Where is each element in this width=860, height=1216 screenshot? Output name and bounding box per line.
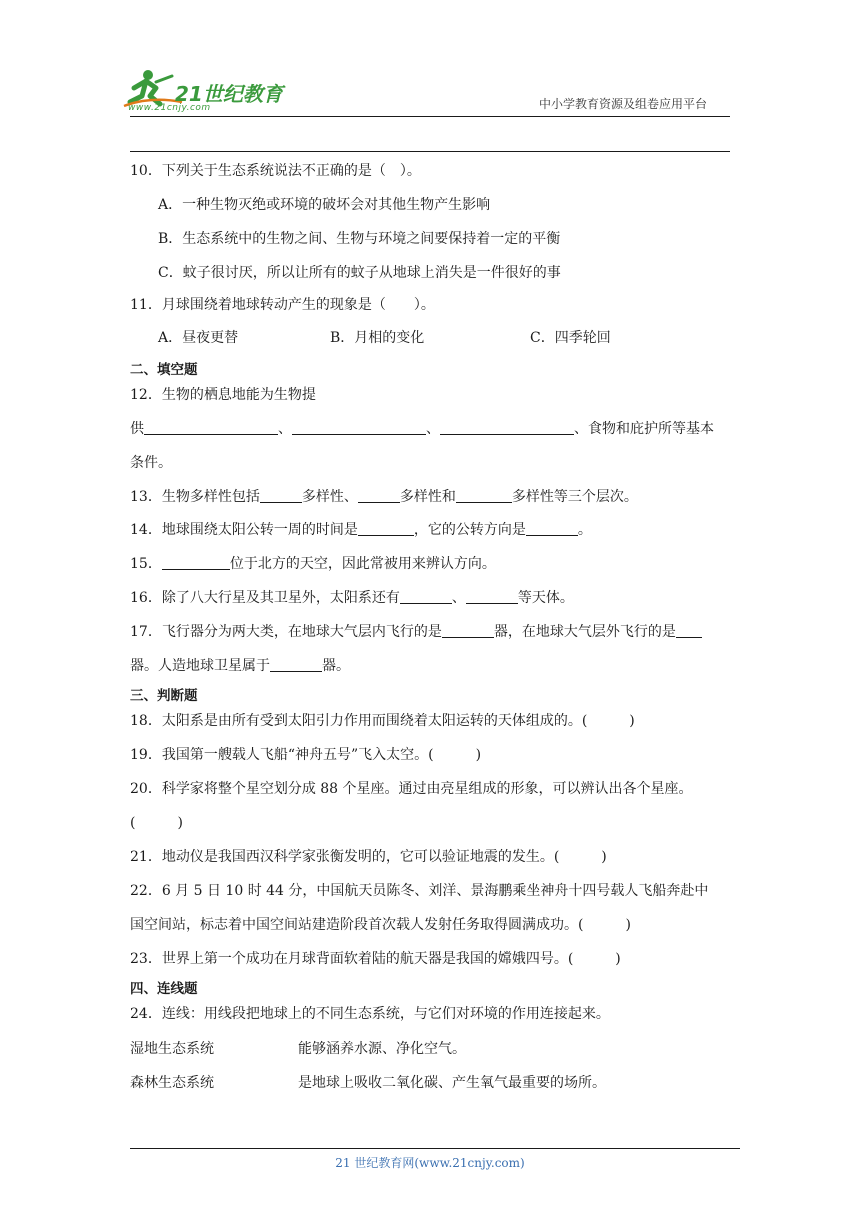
section-title-fill-blank: 二、填空题 [130,362,198,378]
answer-blank[interactable] [440,420,574,435]
answer-blank[interactable] [358,488,400,503]
q17-text: 器。人造地球卫星属于 [130,658,270,674]
q13-text: 多样性等三个层次。 [511,489,638,505]
logo-url: www.21cnjy.com [128,103,211,113]
logo-text: 21世纪教育 [175,82,283,106]
header-rule-thin [130,116,730,117]
question-20-line1: 20．科学家将整个星空划分成 88 个星座。通过由亮星组成的形象，可以辨认出各个星座。 [130,781,693,797]
question-17-line2 [130,656,350,676]
q22-text: 国空间站，标志着中国空间站建造阶段首次载人发射任务取得圆满成功。( [130,917,584,933]
question-23 [130,949,621,969]
q14-text: 14．地球围绕太阳公转一周的时间是 [130,522,358,538]
q23-text: 23．世界上第一个成功在月球背面软着陆的航天器是我国的嫦娥四号。( [130,951,574,967]
q20-open: ( [130,815,136,831]
question-18 [130,711,635,731]
q17-text: 器。 [322,658,350,674]
answer-blank[interactable] [292,420,426,435]
q21-text: 21．地动仪是我国西汉科学家张衡发明的，它可以验证地震的发生。( [130,849,560,865]
q16-text: 、 [451,590,466,606]
section-title-matching: 四、连线题 [130,981,198,997]
q12-sep1: 、 [278,421,292,437]
q13-text: 13．生物多样性包括 [130,489,260,505]
q15-text: 15． [130,556,162,572]
footer-rule [130,1148,740,1149]
q22-close: ) [625,917,631,933]
question-14 [130,520,592,540]
answer-blank[interactable] [358,521,414,536]
question-19 [130,745,481,765]
match-left-2[interactable]: 森林生态系统 [130,1075,214,1091]
logo [120,66,295,116]
question-12-line2 [130,419,714,439]
question-12-line1: 12．生物的栖息地能为生物提 [130,387,316,403]
q23-close: ) [615,951,621,967]
q18-close: ) [629,713,635,729]
answer-blank[interactable] [456,488,512,503]
question-16 [130,588,574,608]
question-24: 24．连线：用线段把地球上的不同生态系统，与它们对环境的作用连接起来。 [130,1006,610,1022]
question-13 [130,487,638,507]
question-15 [130,554,496,574]
option-11a: A．昼夜更替 [158,330,239,346]
section-title-judgement: 三、判断题 [130,688,198,704]
q16-text: 等天体。 [517,590,574,606]
platform-label: 中小学教育资源及组卷应用平台 [539,97,708,111]
option-11c: C．四季轮回 [530,330,611,346]
q17-text: 17．飞行器分为两大类，在地球大气层内飞行的是 [130,624,442,640]
option-10a: A．一种生物灭绝或环境的破坏会对其他生物产生影响 [158,197,491,213]
question-11: 11．月球围绕着地球转动产生的现象是（ ）。 [130,297,435,313]
q12-sep2: 、 [426,421,440,437]
answer-blank[interactable] [676,623,702,638]
answer-blank[interactable] [442,623,494,638]
option-10c: C．蚊子很讨厌，所以让所有的蚊子从地球上消失是一件很好的事 [158,265,561,281]
q12-tail: 、食物和庇护所等基本 [574,421,714,437]
q13-text: 多样性和 [399,489,456,505]
question-20-line2 [130,813,183,833]
answer-blank[interactable] [270,657,322,672]
q13-text: 多样性、 [301,489,358,505]
question-21 [130,847,607,867]
answer-blank[interactable] [400,589,452,604]
q21-close: ) [601,849,607,865]
q14-text: 。 [577,522,592,538]
answer-blank[interactable] [466,589,518,604]
answer-blank[interactable] [526,521,578,536]
question-22-line1: 22．6 月 5 日 10 时 44 分，中国航天员陈冬、刘洋、景海鹏乘坐神舟十四号载人飞船奔赴中 [130,883,709,899]
question-17-line1 [130,622,702,642]
option-11b: B．月相的变化 [330,330,425,346]
match-left-1[interactable]: 湿地生态系统 [130,1041,214,1057]
answer-blank[interactable] [260,488,302,503]
q15-text: 位于北方的天空，因此常被用来辨认方向。 [229,556,496,572]
q18-text: 18．太阳系是由所有受到太阳引力作用而围绕着太阳运转的天体组成的。( [130,713,588,729]
option-10b: B．生态系统中的生物之间、生物与环境之间要保持着一定的平衡 [158,231,561,247]
answer-blank[interactable] [144,420,278,435]
q17-text: 器，在地球大气层外飞行的是 [493,624,676,640]
header-rule [130,151,730,152]
q12-lead: 供 [130,421,144,437]
footer-text: 21 世纪教育网(www.21cnjy.com) [335,1156,525,1170]
match-right-2[interactable]: 是地球上吸收二氧化碳、产生氧气最重要的场所。 [298,1075,606,1091]
q19-text: 19．我国第一艘载人飞船“神舟五号”飞入太空。( [130,747,434,763]
match-right-1[interactable]: 能够涵养水源、净化空气。 [298,1041,466,1057]
question-10: 10．下列关于生态系统说法不正确的是（ ）。 [130,163,421,179]
answer-blank[interactable] [162,555,230,570]
q14-text: ，它的公转方向是 [413,522,526,538]
q16-text: 16．除了八大行星及其卫星外，太阳系还有 [130,590,400,606]
question-12-line3: 条件。 [130,455,172,471]
q20-close: ) [177,815,183,831]
q19-close: ) [475,747,482,763]
question-22-line2 [130,915,631,935]
